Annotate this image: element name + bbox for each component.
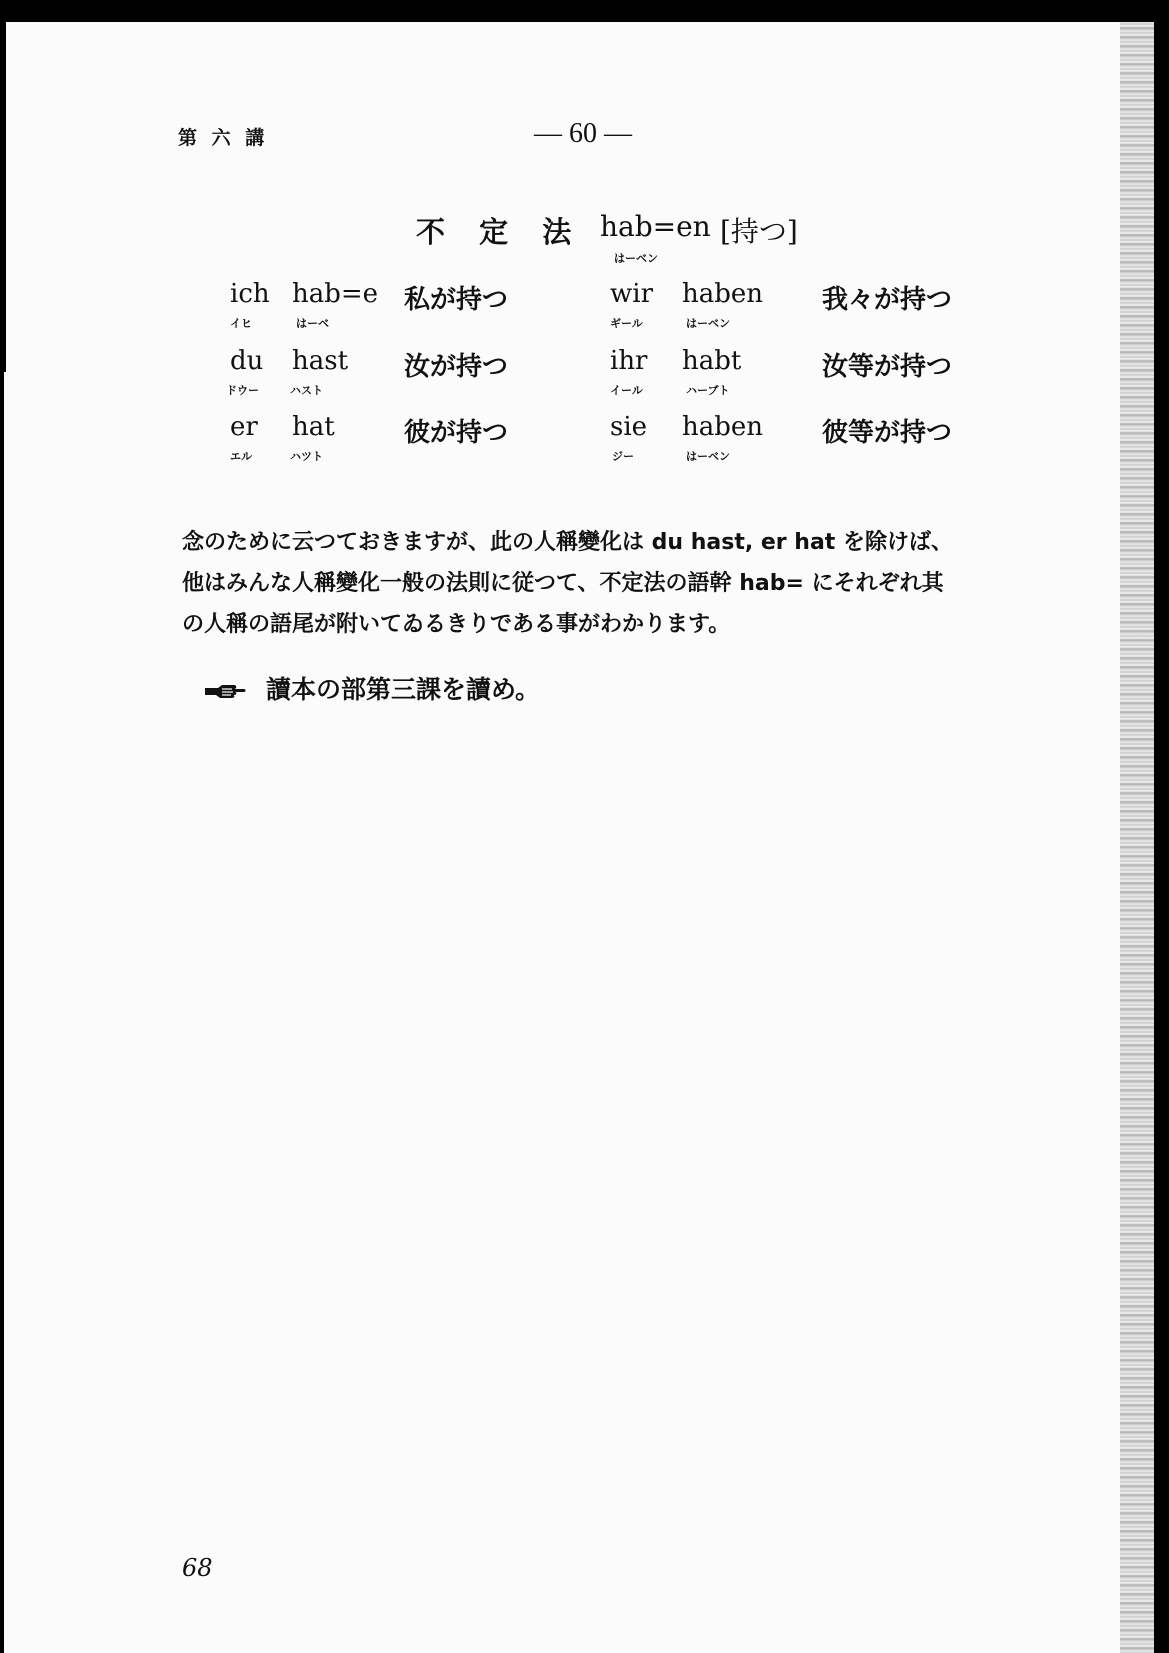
verb-reading: はーベン — [686, 450, 730, 463]
book-page — [4, 22, 1154, 1653]
meaning: 汝等が持つ — [822, 352, 953, 382]
meaning: 我々が持つ — [822, 285, 953, 315]
meaning: 彼が持つ — [404, 418, 509, 448]
page-number-header: — 60 — — [534, 118, 632, 149]
verb-form: haben — [682, 279, 764, 309]
infinitive-meaning: [持つ] — [720, 215, 798, 248]
verb-reading: はーベン — [686, 317, 730, 330]
instruction-text: 讀本の部第三課を讀め。 — [266, 675, 541, 704]
verb-form: hat — [292, 412, 335, 442]
verb-form: hast — [292, 346, 349, 376]
paragraph-line: の人稱の語尾が附いてゐるきりである事がわかります。 — [182, 612, 731, 637]
verb-reading: ハツト — [290, 450, 323, 463]
verb-form: haben — [682, 412, 764, 442]
pronoun-reading: イヒ — [230, 317, 252, 330]
meaning: 汝が持つ — [404, 352, 509, 382]
pronoun: du — [230, 346, 264, 376]
pronoun: wir — [610, 279, 653, 309]
pronoun: ihr — [610, 346, 648, 376]
pointing-hand-icon — [204, 682, 246, 700]
explanation-paragraph — [182, 522, 1042, 645]
lesson-header: 第 六 講 — [178, 127, 269, 149]
paragraph-line: 念のために云つておきますが、此の人稱變化は du hast, er hat を除けば、 — [182, 530, 953, 555]
infinitive-reading: はーベン — [614, 252, 658, 265]
pronoun: sie — [610, 412, 648, 442]
infinitive-label: 不 定 法 — [416, 215, 584, 249]
pronoun-reading: ジー — [612, 450, 634, 463]
verb-reading: はーベ — [296, 317, 329, 330]
verb-reading: ハーブト — [686, 384, 730, 397]
infinitive-verb: hab=en — [600, 210, 711, 243]
verb-reading: ハスト — [290, 384, 323, 397]
infinitive-heading — [416, 210, 836, 280]
reading-instruction — [204, 670, 540, 706]
pronoun-reading: エル — [230, 450, 252, 463]
footer-page-number: 68 — [182, 1554, 213, 1582]
paragraph-line: 他はみんな人稱變化一般の法則に従つて、不定法の語幹 hab= にそれぞれ其 — [182, 571, 944, 596]
pronoun-reading: ドウー — [226, 384, 259, 397]
verb-form: hab=e — [292, 279, 379, 309]
verb-form: habt — [682, 346, 742, 376]
page-edge-shadow — [1120, 22, 1154, 1653]
meaning: 私が持つ — [404, 285, 509, 315]
pronoun-reading: ギール — [610, 317, 643, 330]
binding-shadow — [0, 22, 6, 372]
meaning: 彼等が持つ — [822, 418, 953, 448]
pronoun-reading: イール — [610, 384, 643, 397]
pronoun: er — [230, 412, 258, 442]
pronoun: ich — [230, 279, 270, 309]
